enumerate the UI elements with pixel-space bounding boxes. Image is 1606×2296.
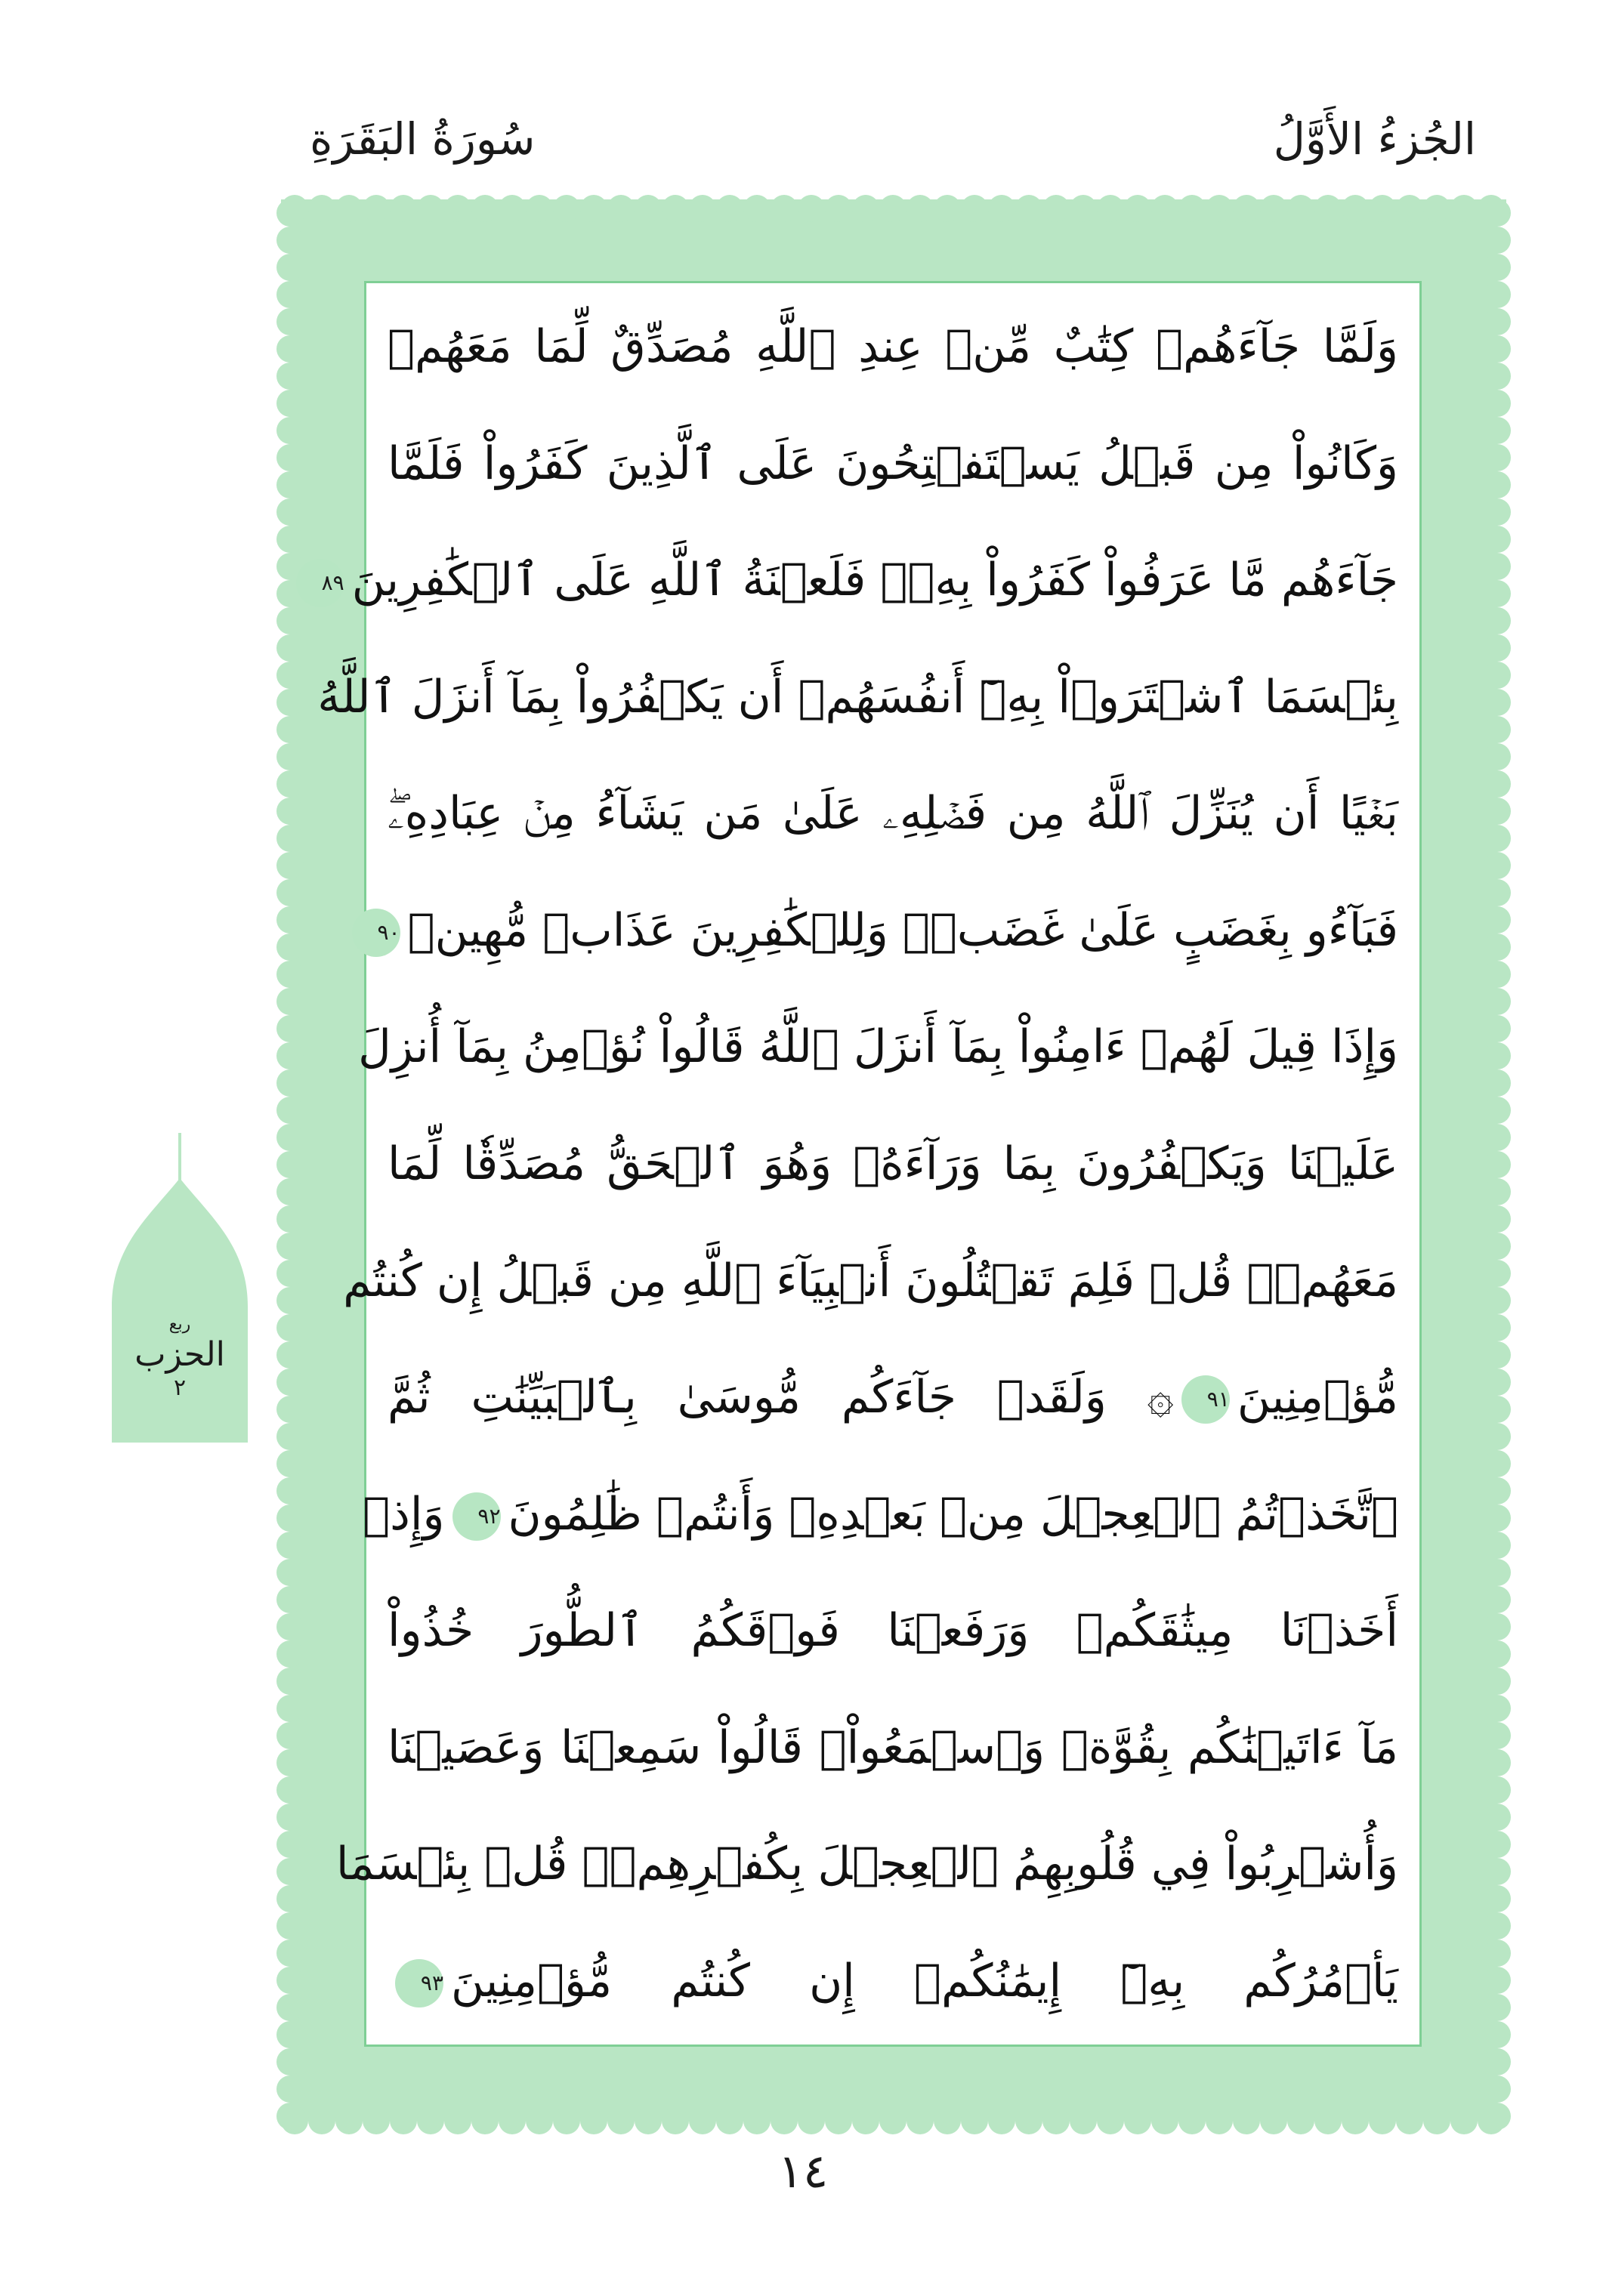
frame-scallop (607, 2107, 635, 2134)
verse-text: وَإِذۡ (363, 1487, 445, 1541)
frame-scallop (1484, 308, 1511, 335)
frame-scallop (716, 2107, 743, 2134)
frame-scallop (276, 852, 304, 879)
frame-scallop (276, 1233, 304, 1260)
ayah-number-marker: ٩١ (1181, 1375, 1230, 1424)
ayah-number-marker: ٩٢ (452, 1492, 501, 1541)
frame-scallop (1484, 1369, 1511, 1396)
surah-title: سُورَةُ البَقَرَةِ (310, 113, 536, 165)
page-frame (281, 199, 1506, 2130)
frame-scallop (1484, 227, 1511, 254)
verse-text: وَكَانُواْ مِن قَبۡلُ يَسۡتَفۡتِحُونَ عَلَى ٱلَّذِينَ كَفَرُواْ فَلَمَّا (388, 437, 1398, 490)
verse-text: ۞ وَلَقَدۡ جَآءَكُم مُّوسَىٰ بِٱلۡبَيِّنَٰتِ ثُمَّ (388, 1371, 1174, 1424)
verse-line (388, 414, 1398, 514)
verse-lines (317, 297, 1398, 2031)
frame-scallop (526, 195, 553, 222)
frame-scallop (1042, 2107, 1070, 2134)
frame-scallop (1484, 1124, 1511, 1151)
verse-text: وَلَمَّا جَآءَهُمۡ كِتَٰبٌ مِّنۡ عِندِ ٱللَّهِ مُصَدِّقٌ لِّمَا مَعَهُمۡ (388, 320, 1398, 373)
frame-scallop (1178, 195, 1206, 222)
hizb-text (104, 1314, 255, 1402)
frame-scallop (363, 2107, 390, 2134)
frame-scallop (276, 1940, 304, 1967)
frame-scallop (1097, 2107, 1124, 2134)
frame-scallop (276, 1695, 304, 1722)
verse-line (388, 1931, 1398, 2031)
frame-scallop (276, 1858, 304, 1885)
frame-scallop (499, 2107, 526, 2134)
frame-scallop (276, 335, 304, 363)
frame-scallop (1015, 195, 1042, 222)
frame-scallop (276, 1369, 304, 1396)
verse-line (388, 1698, 1398, 1798)
frame-scallop (1124, 2107, 1151, 2134)
frame-scallop (1484, 281, 1511, 308)
frame-scallop (743, 195, 771, 222)
frame-scallop (276, 417, 304, 444)
frame-scallop (1484, 526, 1511, 553)
frame-scallop (276, 498, 304, 526)
frame-scallop (1484, 1477, 1511, 1504)
frame-scallop (1396, 195, 1423, 222)
frame-scallop (662, 195, 689, 222)
frame-scallop (363, 195, 390, 222)
frame-scallop (526, 2107, 553, 2134)
frame-scallop (276, 662, 304, 689)
verse-line (363, 1464, 1398, 1564)
frame-scallop (276, 1559, 304, 1586)
frame-scallop (1484, 1695, 1511, 1722)
frame-scallop (276, 1396, 304, 1423)
frame-scallop (1484, 1314, 1511, 1341)
frame-scallop (635, 2107, 662, 2134)
frame-scallop (1484, 1450, 1511, 1477)
frame-scallop (1151, 2107, 1178, 2134)
frame-scallop (1042, 195, 1070, 222)
frame-scallop (276, 1831, 304, 1858)
frame-scallop (276, 390, 304, 417)
frame-scallop (1484, 1912, 1511, 1940)
ayah-number-marker: ٩٣ (395, 1959, 443, 2007)
frame-scallop (1484, 1287, 1511, 1314)
frame-scallop (1206, 2107, 1233, 2134)
hizb-label: الحزب (134, 1335, 225, 1374)
frame-scallop (276, 471, 304, 498)
frame-scallop (934, 2107, 961, 2134)
frame-scallop (1484, 770, 1511, 798)
frame-scallop (1260, 195, 1287, 222)
frame-scallop (276, 1097, 304, 1124)
verse-line (388, 764, 1398, 863)
frame-scallop (276, 254, 304, 281)
frame-scallop (276, 1015, 304, 1042)
frame-scallop (276, 1260, 304, 1287)
frame-scallop (1423, 2107, 1450, 2134)
frame-scallop (276, 1504, 304, 1532)
verse-line (388, 297, 1398, 397)
verse-line (377, 881, 1398, 980)
verse-line (317, 647, 1398, 747)
frame-scallop (1484, 2021, 1511, 2048)
frame-scallop (1484, 1858, 1511, 1885)
frame-scallop (276, 1613, 304, 1640)
frame-scallop (276, 1042, 304, 1069)
frame-scallop (1484, 1640, 1511, 1668)
frame-scallop (1484, 607, 1511, 634)
frame-scallop (1484, 1776, 1511, 1804)
frame-scallop (662, 2107, 689, 2134)
frame-scallop (1450, 195, 1478, 222)
frame-scallop (1484, 417, 1511, 444)
frame-scallop (390, 2107, 417, 2134)
frame-scallop (1342, 195, 1369, 222)
frame-scallop (276, 689, 304, 716)
frame-scallop (771, 195, 798, 222)
verse-line (343, 1231, 1398, 1331)
frame-scallop (1396, 2107, 1423, 2134)
frame-scallop (635, 195, 662, 222)
frame-scallop (1484, 1994, 1511, 2021)
frame-scallop (1484, 798, 1511, 825)
frame-scallop (276, 199, 304, 227)
frame-scallop (276, 308, 304, 335)
frame-scallop (1484, 1967, 1511, 1994)
frame-scallop (1484, 1668, 1511, 1695)
frame-scallop (276, 1205, 304, 1233)
frame-scallop (276, 1776, 304, 1804)
frame-scallop (1484, 1341, 1511, 1369)
frame-scallop (276, 1912, 304, 1940)
frame-scallop (825, 195, 852, 222)
frame-scallop (276, 2075, 304, 2103)
frame-scallop (1287, 2107, 1314, 2134)
frame-scallop (1314, 195, 1342, 222)
frame-scallop (276, 2103, 304, 2130)
frame-scallop (276, 444, 304, 471)
frame-scallop (1070, 2107, 1097, 2134)
frame-scallop (988, 195, 1015, 222)
frame-scallop (276, 1069, 304, 1097)
frame-scallop (276, 1967, 304, 1994)
frame-scallop (308, 195, 335, 222)
frame-scallop (1484, 852, 1511, 879)
frame-scallop (1484, 1015, 1511, 1042)
frame-scallop (580, 2107, 607, 2134)
verse-text: مُّؤۡمِنِينَ (1237, 1371, 1398, 1424)
verse-text: بَغۡيًا أَن يُنَزِّلَ ٱللَّهُ مِن فَضۡلِهِۦ عَلَىٰ مَن يَشَآءُ مِنۡ عِبَادِهِۦۖ (388, 787, 1398, 841)
frame-scallop (1260, 2107, 1287, 2134)
frame-scallop (1484, 1042, 1511, 1069)
frame-scallop (1484, 498, 1511, 526)
frame-scallop (1484, 1233, 1511, 1260)
frame-scallop (471, 195, 499, 222)
frame-scallop (444, 195, 471, 222)
verse-text: جَآءَهُم مَّا عَرَفُواْ كَفَرُواْ بِهِۦۚ فَلَعۡنَةُ ٱللَّهِ عَلَى ٱلۡكَٰفِرِينَ (351, 554, 1398, 607)
frame-scallop (276, 1804, 304, 1831)
frame-scallop (276, 770, 304, 798)
verse-text: مَآ ءَاتَيۡنَٰكُم بِقُوَّةٖ وَٱسۡمَعُواْۖ قَالُواْ سَمِعۡنَا وَعَصَيۡنَا (388, 1720, 1398, 1774)
frame-scallop (276, 825, 304, 852)
frame-scallop (1484, 1532, 1511, 1559)
frame-scallop (1484, 1613, 1511, 1640)
frame-scallop (276, 1994, 304, 2021)
frame-scallop (1070, 195, 1097, 222)
verse-line (321, 530, 1398, 630)
frame-scallop (1484, 1151, 1511, 1178)
frame-scallop (276, 1341, 304, 1369)
frame-scallop (988, 2107, 1015, 2134)
frame-scallop (471, 2107, 499, 2134)
frame-scallop (1484, 961, 1511, 988)
frame-scallop (1484, 689, 1511, 716)
frame-scallop (276, 798, 304, 825)
frame-scallop (852, 2107, 879, 2134)
frame-scallop (1484, 1940, 1511, 1967)
verse-text: يَأۡمُرُكُم بِهِۦٓ إِيمَٰنُكُمۡ إِن كُنتُم مُّؤۡمِنِينَ (451, 1954, 1398, 2007)
frame-scallop (308, 2107, 335, 2134)
verse-text: وَأُشۡرِبُواْ فِي قُلُوبِهِمُ ٱلۡعِجۡلَ بِكُفۡرِهِمۡۚ قُلۡ بِئۡسَمَا (335, 1838, 1398, 1891)
frame-scallop (1097, 195, 1124, 222)
frame-scallop (1484, 1097, 1511, 1124)
frame-scallop (276, 2021, 304, 2048)
page-number: ١٤ (777, 2143, 829, 2199)
frame-scallop (1484, 1396, 1511, 1423)
frame-scallop (934, 195, 961, 222)
frame-scallop (276, 934, 304, 961)
frame-scallop (1484, 199, 1511, 227)
verse-line (388, 1114, 1398, 1214)
frame-scallop (1484, 580, 1511, 607)
frame-scallop (276, 1640, 304, 1668)
frame-scallop (417, 195, 444, 222)
frame-scallop (1178, 2107, 1206, 2134)
verse-line (358, 997, 1398, 1097)
frame-scallop (276, 1668, 304, 1695)
verse-text: وَإِذَا قِيلَ لَهُمۡ ءَامِنُواْ بِمَآ أَنزَلَ ٱللَّهُ قَالُواْ نُؤۡمِنُ بِمَآ أُنزِلَ (358, 1020, 1398, 1074)
frame-scallop (1484, 1749, 1511, 1776)
frame-scallop (1484, 988, 1511, 1015)
frame-scallop (276, 988, 304, 1015)
verse-line (388, 1581, 1398, 1680)
frame-scallop (1124, 195, 1151, 222)
frame-scallop (1484, 1260, 1511, 1287)
frame-scallop (276, 1178, 304, 1205)
frame-scallop (716, 195, 743, 222)
frame-scallop (276, 1124, 304, 1151)
frame-scallop (1484, 743, 1511, 770)
verse-text: فَبَآءُو بِغَضَبٍ عَلَىٰ غَضَبٖۚ وَلِلۡكَٰفِرِينَ عَذَابٞ مُّهِينٞ (407, 903, 1398, 957)
frame-scallop (1484, 634, 1511, 662)
frame-scallop (1206, 195, 1233, 222)
ayah-number-marker: ٩٠ (352, 909, 400, 957)
text-panel (317, 281, 1422, 2047)
frame-scallop (1484, 254, 1511, 281)
frame-scallop (961, 195, 988, 222)
frame-scallop (276, 1722, 304, 1749)
frame-scallop (1015, 2107, 1042, 2134)
frame-scallop (852, 195, 879, 222)
verse-line (335, 1814, 1398, 1914)
frame-scallop (276, 281, 304, 308)
frame-scallop (1369, 195, 1396, 222)
frame-scallop (771, 2107, 798, 2134)
frame-scallop (1484, 2048, 1511, 2075)
frame-scallop (689, 2107, 716, 2134)
frame-scallop (580, 195, 607, 222)
frame-scallop (276, 906, 304, 934)
verse-text: أَخَذۡنَا مِيثَٰقَكُمۡ وَرَفَعۡنَا فَوۡقَكُمُ ٱلطُّورَ خُذُواْ (388, 1604, 1398, 1658)
frame-scallop (276, 1450, 304, 1477)
frame-scallop (1484, 2103, 1511, 2130)
frame-scallop (743, 2107, 771, 2134)
frame-scallop (335, 2107, 363, 2134)
frame-scallop (1484, 1559, 1511, 1586)
frame-scallop (1484, 1885, 1511, 1912)
frame-scallop (607, 195, 635, 222)
frame-scallop (276, 1423, 304, 1450)
ayah-number-marker: ٨٩ (296, 559, 344, 607)
frame-scallop (1484, 1423, 1511, 1450)
frame-scallop (961, 2107, 988, 2134)
verse-text: عَلَيۡنَا وَيَكۡفُرُونَ بِمَا وَرَآءَهُۥ وَهُوَ ٱلۡحَقُّ مُصَدِّقٗا لِّمَا (388, 1137, 1398, 1190)
frame-scallop (1151, 195, 1178, 222)
frame-scallop (276, 227, 304, 254)
frame-scallop (276, 961, 304, 988)
frame-scallop (1484, 444, 1511, 471)
frame-scallop (1369, 2107, 1396, 2134)
frame-scallop (1484, 716, 1511, 743)
frame-scallop (1484, 1722, 1511, 1749)
verse-text: ٱتَّخَذۡتُمُ ٱلۡعِجۡلَ مِنۢ بَعۡدِهِۦ وَأَنتُمۡ ظَٰلِمُونَ (508, 1487, 1398, 1541)
hizb-marker (104, 1133, 255, 1443)
frame-scallop (276, 743, 304, 770)
frame-scallop (276, 1586, 304, 1613)
frame-scallop (1450, 2107, 1478, 2134)
frame-scallop (276, 363, 304, 390)
frame-scallop (276, 1885, 304, 1912)
frame-scallop (1484, 335, 1511, 363)
verse-line (388, 1347, 1398, 1447)
frame-scallop (1233, 195, 1260, 222)
frame-scallop (1233, 2107, 1260, 2134)
frame-scallop (1484, 2075, 1511, 2103)
frame-scallop (1484, 934, 1511, 961)
frame-scallop (689, 195, 716, 222)
frame-scallop (1484, 1831, 1511, 1858)
frame-scallop (276, 716, 304, 743)
frame-scallop (390, 195, 417, 222)
frame-scallop (1484, 1178, 1511, 1205)
frame-scallop (276, 879, 304, 906)
hizb-number: ٢ (173, 1375, 187, 1401)
frame-scallop (553, 2107, 580, 2134)
frame-scallop (1484, 662, 1511, 689)
frame-scallop (1484, 1804, 1511, 1831)
frame-scallop (499, 195, 526, 222)
frame-scallop (444, 2107, 471, 2134)
frame-scallop (276, 1477, 304, 1504)
frame-scallop (906, 2107, 934, 2134)
frame-scallop (553, 195, 580, 222)
frame-scallop (1484, 390, 1511, 417)
frame-scallop (1484, 906, 1511, 934)
frame-scallop (1484, 1586, 1511, 1613)
juz-title: الجُزءُ الأَوَّلُ (1273, 113, 1476, 165)
frame-scallop (417, 2107, 444, 2134)
frame-scallop (906, 195, 934, 222)
frame-scallop (276, 1749, 304, 1776)
frame-scallop (1287, 195, 1314, 222)
frame-scallop (276, 634, 304, 662)
frame-scallop (276, 1532, 304, 1559)
frame-scallop (1484, 1069, 1511, 1097)
frame-scallop (1484, 879, 1511, 906)
frame-scallop (335, 195, 363, 222)
frame-scallop (879, 195, 906, 222)
frame-scallop (1423, 195, 1450, 222)
frame-scallop (825, 2107, 852, 2134)
frame-scallop (1342, 2107, 1369, 2134)
frame-scallop (276, 1151, 304, 1178)
frame-scallop (1484, 471, 1511, 498)
frame-scallop (1484, 1205, 1511, 1233)
frame-scallop (276, 2048, 304, 2075)
frame-scallop (798, 2107, 825, 2134)
frame-scallop (1484, 1504, 1511, 1532)
verse-text: بِئۡسَمَا ٱشۡتَرَوۡاْ بِهِۦٓ أَنفُسَهُمۡ أَن يَكۡفُرُواْ بِمَآ أَنزَلَ ٱللَّهُ (317, 670, 1398, 724)
verse-text: مَعَهُمۡۗ قُلۡ فَلِمَ تَقۡتُلُونَ أَنۢبِيَآءَ ٱللَّهِ مِن قَبۡلُ إِن كُنتُم (343, 1254, 1398, 1307)
frame-scallop (1314, 2107, 1342, 2134)
hizb-quarter: ربع (168, 1315, 191, 1334)
frame-scallop (276, 1287, 304, 1314)
frame-scallop (1484, 553, 1511, 580)
frame-scallop (1484, 825, 1511, 852)
frame-scallop (798, 195, 825, 222)
frame-scallop (879, 2107, 906, 2134)
frame-scallop (1484, 363, 1511, 390)
frame-scallop (276, 1314, 304, 1341)
